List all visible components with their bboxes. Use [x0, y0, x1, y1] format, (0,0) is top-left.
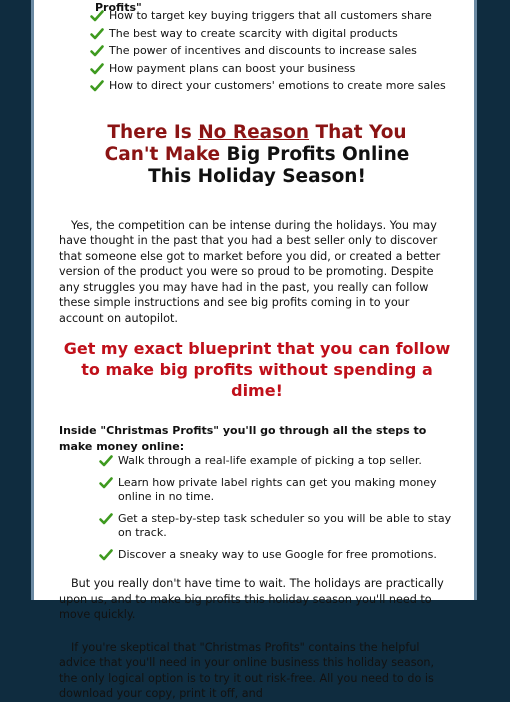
list-item: [59, 454, 455, 469]
headline-part: This Holiday Season!: [148, 165, 366, 187]
list-item-text: How payment plans can boost your business: [109, 61, 356, 75]
check-icon: [99, 512, 113, 526]
list-item-text: The power of incentives and discounts to increase sales: [109, 44, 417, 57]
list-item-text: Learn how private label rights can get you making money online in no time.: [118, 475, 437, 503]
list-item: [59, 77, 455, 95]
list-item: [59, 548, 455, 563]
check-icon: [99, 476, 113, 490]
steps-lead: Inside "Christmas Profits" you'll go through all the steps to make money online:: [59, 424, 427, 453]
check-icon: [99, 454, 113, 468]
lessons-list: [59, 7, 455, 95]
headline-underlined: No Reason: [198, 121, 310, 143]
check-icon: [99, 548, 113, 562]
lessons-intro: Profits": [95, 1, 142, 14]
check-icon: [90, 9, 104, 23]
list-item-text: Discover a sneaky way to use Google for free promotions.: [118, 547, 437, 561]
sales-page: [31, 0, 477, 700]
list-item: [59, 25, 455, 43]
list-item: [59, 60, 455, 78]
list-item: [59, 476, 455, 505]
sub-headline: Get my exact blueprint that you can follow to make big profits without spending a dime!: [63, 339, 451, 400]
main-headline: [59, 122, 455, 188]
list-item-text: How to direct your customers' emotions to create more sales: [109, 79, 446, 92]
list-item: [59, 42, 455, 60]
page-content: [59, 0, 455, 702]
check-icon: [90, 44, 104, 58]
list-item-text: Get a step-by-step task scheduler so you will be able to stay on track.: [118, 511, 452, 539]
check-icon: [90, 27, 104, 41]
steps-list: [59, 454, 455, 562]
headline-part: There Is: [107, 121, 199, 143]
list-item-text: Walk through a real-life example of picking a top seller.: [118, 454, 422, 467]
headline-part: Can't Make: [104, 143, 227, 165]
headline-part: Big Profits Online: [226, 143, 410, 165]
list-item-text: The best way to create scarcity with digital products: [109, 26, 398, 40]
headline-part: That You: [309, 121, 407, 143]
body-paragraph: But you really don't have time to wait. The holidays are practically upon us, and to make big profits this holiday season you'll need to move quickly.: [59, 577, 444, 621]
check-icon: [90, 62, 104, 76]
list-item-text: How to target key buying triggers that all customers share: [109, 9, 432, 22]
body-paragraph: Yes, the competition can be intense during the holidays. You may have thought in the past that you had a best seller only to discover that someone else got to market before you did, or created a better version of the product you were so proud to be promoting. Despite any struggles you may have had in the past, you really can follow these simple instructions and see big profits coming in to your account on autopilot.: [59, 218, 441, 325]
list-item: [59, 7, 455, 25]
body-paragraph: If you're skeptical that "Christmas Profits" contains the helpful advice that you'll need in your online business this holiday season, the only logical option is to try it out risk-free. All you need to do is download your copy, print it off, and: [59, 640, 435, 700]
check-icon: [90, 79, 104, 93]
list-item: [59, 512, 455, 541]
